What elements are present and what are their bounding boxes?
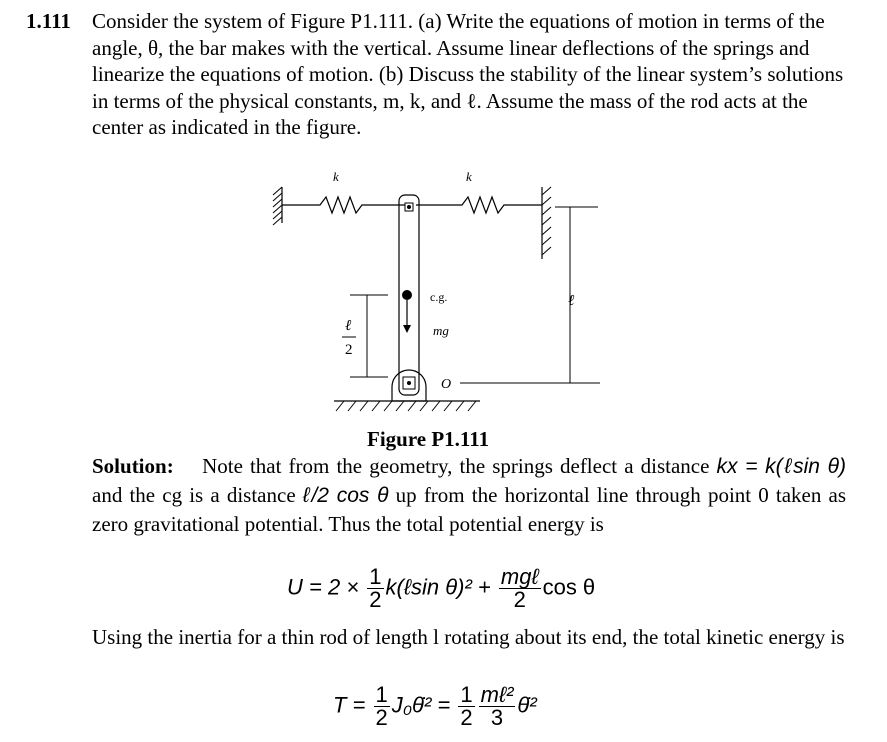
figure-caption: Figure P1.111 [367,427,490,451]
eq-u-half: $\frac{1}{2}$ [369,564,382,612]
label-k-right: k [466,169,472,184]
eq-u-mid: k(ℓsin θ)² + [385,574,491,600]
solution-text-b: and the cg is a distance [92,483,296,507]
solution-paragraph [92,452,846,538]
label-cg: c.g. [430,290,448,304]
eq-t-lhs: T = [333,692,366,718]
problem-number: 1.111 [26,9,71,33]
mg-arrow-head [403,325,411,333]
left-spring [282,197,405,213]
ground-hatch [336,401,476,411]
label-k-left: k [333,169,339,184]
pivot-pin [407,381,411,385]
right-wall-hatch [542,187,551,255]
cg-distance-expr: ℓ/2 cos θ [302,484,389,507]
solution-text-c: up from the horizontal line through point 0 taken as zero gravitational potential. Thus the total potential energy is [92,483,847,536]
right-spring [416,197,542,213]
kinetic-energy-equation [333,684,537,729]
eq-t-frac1: $\frac{1}{2}$ [460,682,473,730]
eq-t-mid: J₀θ̇² = [391,692,451,718]
potential-energy-equation [287,566,595,611]
spring-deflection-expr: kx = k(ℓsin θ) [716,455,847,478]
figure-p1-111 [270,165,610,427]
solution-text-a: Note that from the geometry, the springs deflect a distance [202,454,710,478]
cg-dot [402,290,412,300]
problem-text: Consider the system of Figure P1.111. (a) Write the equations of motion in terms of the angle, θ, the bar makes with the vertical. Assume linear deflections of the springs and linearize the equations of motion. (b) Discuss the stability of the linear system’s solutions in terms of the physical constants, m, k, and ℓ. Assume the mass of the rod acts at the center as indicated in the figure. [92,9,844,139]
label-half-den: 2 [345,342,353,358]
pivot-support [392,370,426,401]
eq-u-lhs: U = 2 × [287,574,360,600]
solution-label: Solution: [92,454,174,478]
label-half-num: ℓ [345,318,352,334]
left-wall-hatch [273,187,282,225]
eq-u-mg-frac: $\frac{\text{mgℓ}}{2}$ [500,564,539,612]
eq-t-tail: θ̇² [517,692,537,718]
mechanism-diagram [270,165,610,427]
eq-u-tail: cos θ [542,574,596,600]
eq-t-frac2: $\frac{\text{mℓ²}}{3}$ [480,682,514,730]
kinetic-energy-paragraph: Using the inertia for a thin rod of length l rotating about its end, the total kinetic energy is [92,625,845,649]
label-pivot-o: O [441,377,452,392]
label-mg: mg [433,323,449,338]
label-length: ℓ [568,293,575,309]
eq-t-half: $\frac{1}{2}$ [375,682,388,730]
top-pin [407,205,411,209]
